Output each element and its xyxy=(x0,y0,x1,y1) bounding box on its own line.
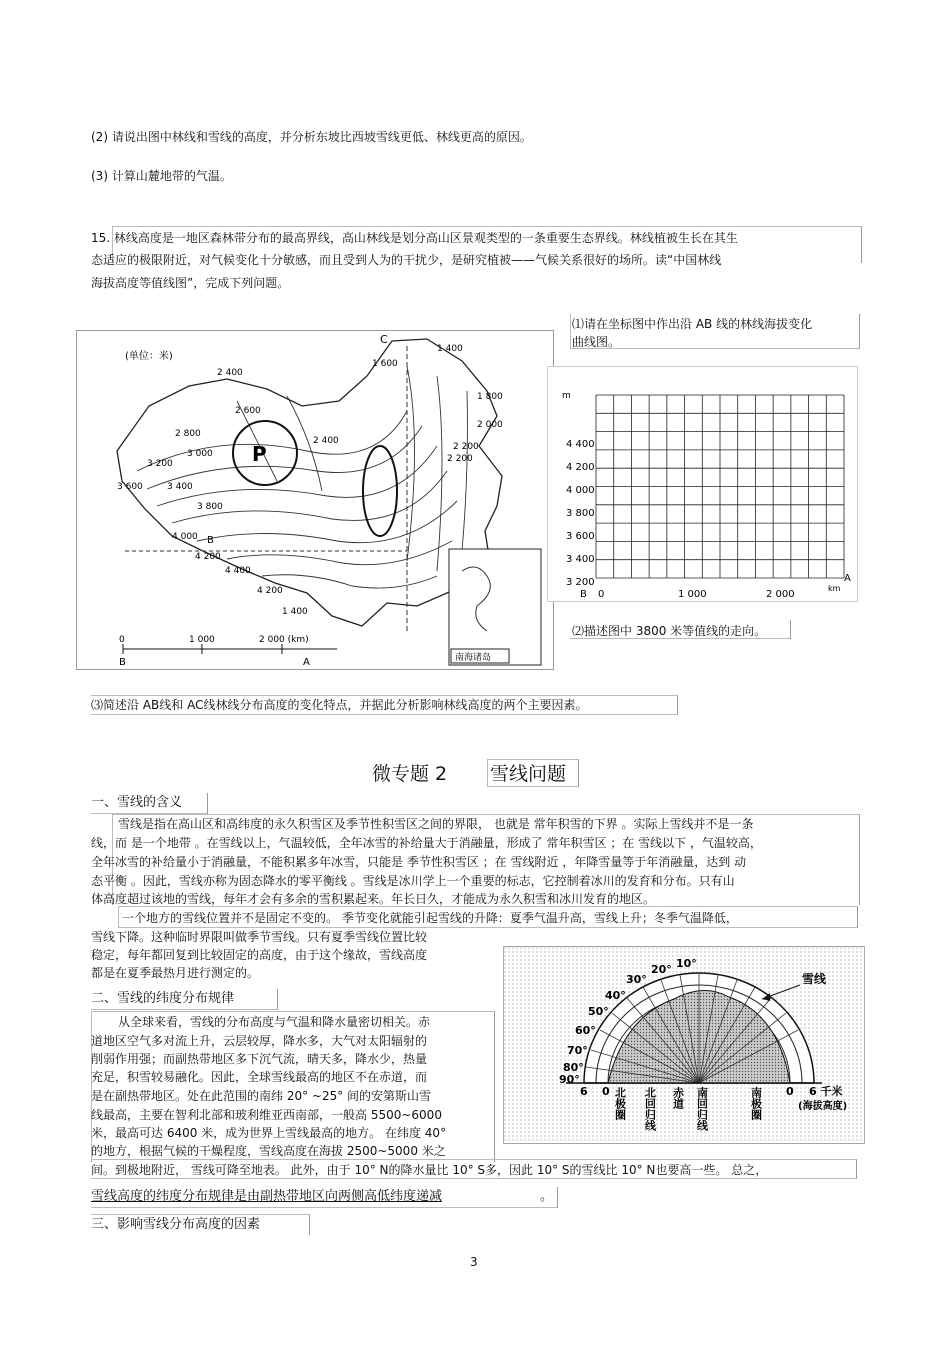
map-contour-label: 2 000 xyxy=(477,420,503,430)
map-label-c: C xyxy=(380,333,388,346)
subq-2: ⑵描述图中 3800 米等值线的走向。 xyxy=(572,624,767,638)
map-contour-label: 4 000 xyxy=(172,532,198,542)
map-contour-label: 2 200 xyxy=(453,442,479,452)
subq-1-line-1: ⑴请在坐标图中作出沿 AB 线的林线海拔变化 xyxy=(572,317,813,331)
map-contour-label: 4 400 xyxy=(225,566,251,576)
para3-line-8: 的地方，根据气候的干燥程度，雪线高度在海拔 2500~5000 米之 xyxy=(91,1144,446,1158)
lat-label: 40° xyxy=(605,989,626,1002)
lat-label: 90° xyxy=(559,1073,580,1086)
map-contour-label: 2 800 xyxy=(175,429,201,439)
para3-line-7: 米，最高可达 6400 米，成为世界上雪线最高的地方。 在纬度 40° xyxy=(91,1126,447,1140)
heading-3: 三、影响雪线分布高度的因素 xyxy=(91,1217,261,1232)
treeline-profile-grid xyxy=(547,366,858,602)
grid-b: B xyxy=(580,589,587,600)
lat-label: 60° xyxy=(575,1024,596,1037)
grid-y-tick: 4 400 xyxy=(566,439,595,450)
p15-line-3: 海拔高度等值线图”，完成下列问题。 xyxy=(91,276,290,290)
p15-line-2: 态适应的极限附近，对气候变化十分敏感，而且受到人为的干扰少，是研究植被——气候关系很好的场所。读“中国林线 xyxy=(91,253,722,267)
snowline-latitude-diagram xyxy=(503,946,865,1144)
para1-line-3: 全年冰雪的补给量小于消融量，不能积累多年冰雪，只能是 季节性积雪区 ；在 雪线附近 ，年降雪量等于年消融量，达到 动 xyxy=(91,855,747,869)
scale-2000: 2 000 (km) xyxy=(259,635,309,645)
conclusion: 雪线高度的纬度分布规律是由副热带地区向两侧高低纬度递减 xyxy=(91,1189,443,1204)
lat-label: 50° xyxy=(588,1005,609,1018)
zone-label: 赤道 xyxy=(671,1087,685,1109)
map-contour-label: 2 400 xyxy=(313,436,339,446)
map-contour-label: 3 600 xyxy=(117,482,143,492)
zone-label: 北极圈 xyxy=(613,1087,627,1120)
grid-a: A xyxy=(844,573,851,584)
para1-line-4: 态平衡 。因此，雪线亦称为固态降水的零平衡线 。雪线是冰川学上一个重要的标志，它控制着冰川的发育和分布。只有山 xyxy=(91,874,735,888)
para3-line-3: 削弱作用强；而副热带地区多下沉气流，晴天多，降水少，热量 xyxy=(91,1052,428,1066)
para3-line-6: 线最高，主要在智利北部和玻利维亚西南部，一般高 5500~6000 xyxy=(91,1108,442,1122)
map-contour-label: 2 400 xyxy=(217,368,243,378)
map-contour-label: 3 800 xyxy=(197,502,223,512)
title-right: 雪线问题 xyxy=(490,763,567,785)
map-contour-label: 1 800 xyxy=(477,392,503,402)
china-treeline-map xyxy=(76,330,554,670)
grid-y-tick: 4 200 xyxy=(566,462,595,473)
grid-x-tick: 2 000 xyxy=(766,589,795,600)
zone-label: 南极圈 xyxy=(749,1087,763,1120)
snow-x-label: 0 xyxy=(786,1085,794,1098)
map-label-p: P xyxy=(252,442,267,466)
map-contour-label: 2 600 xyxy=(235,406,261,416)
zone-label: 南回归线 xyxy=(695,1087,709,1131)
para3-line-5: 是在副热带地区。处在此范围的南纬 20° ~25° 间的安第斯山雪 xyxy=(91,1089,432,1103)
para3-line-2: 道地区空气多对流上升，云层较厚，降水多，大气对太阳辐射的 xyxy=(91,1034,428,1048)
map-contour-label: 4 200 xyxy=(257,586,283,596)
grid-y-tick: 3 600 xyxy=(566,531,595,542)
para2-line-4: 都是在夏季最热月进行测定的。 xyxy=(91,966,260,980)
heading-1: 一、雪线的含义 xyxy=(91,795,183,810)
map-contour-label: 1 400 xyxy=(282,607,308,617)
scale-b: B xyxy=(119,657,126,668)
lat-label: 30° xyxy=(626,973,647,986)
subq-3: ⑶简述沿 AB线和 AC线林线分布高度的变化特点，并据此分析影响林线高度的两个主要因素。 xyxy=(91,698,588,712)
grid-x-tick: 0 xyxy=(598,589,605,600)
para2-line-1: 一个地方的雪线位置并不是固定不变的。 季节变化就能引起雪线的升降：夏季气温升高，雪线上升；冬季气温降低， xyxy=(122,911,738,925)
map-contour-label: 1 600 xyxy=(372,359,398,369)
map-unit-label: (单位：米) xyxy=(125,351,173,362)
lat-label: 20° xyxy=(651,963,672,976)
map-contour-label: 3 400 xyxy=(167,482,193,492)
snow-x-label: 0 xyxy=(602,1085,610,1098)
map-contour-label: 1 400 xyxy=(437,344,463,354)
conclusion-end: 。 xyxy=(540,1189,554,1204)
para3-line-9: 间。到极地附近， 雪线可降至地表。 此外，由于 10° N的降水量比 10° S多，因此 10° S的雪线比 10° N也要高一些。 总之， xyxy=(91,1163,768,1177)
question-3: (3) 计算山麓地带的气温。 xyxy=(91,169,232,183)
grid-y-tick: 3 800 xyxy=(566,508,595,519)
para1-line-1: 雪线是指在高山区和高纬度的永久积雪区及季节性积雪区之间的界限， 也就是 常年积雪的下界 。实际上雪线并不是一条 xyxy=(118,817,754,831)
snowline-label: 雪线 xyxy=(802,972,827,986)
heading-2: 二、雪线的纬度分布规律 xyxy=(91,991,235,1006)
para3-line-1: 从全球来看，雪线的分布高度与气温和降水量密切相关。赤 xyxy=(118,1015,431,1029)
lat-label: 70° xyxy=(567,1044,588,1057)
lat-label: 10° xyxy=(676,957,697,970)
grid-y-tick: 3 200 xyxy=(566,577,595,588)
grid-y-tick: 4 000 xyxy=(566,485,595,496)
zone-label: 北回归线 xyxy=(643,1087,657,1131)
snow-x-label: 6 xyxy=(580,1085,588,1098)
snow-x-label: 6 千米 xyxy=(809,1085,843,1098)
lat-label: 80° xyxy=(563,1061,584,1074)
page-number: 3 xyxy=(470,1255,478,1269)
para2-line-2: 雪线下降。这种临时界限叫做季节雪线。只有夏季雪线位置比较 xyxy=(91,930,428,944)
scale-0: 0 xyxy=(119,635,125,645)
map-contour-label: 2 200 xyxy=(447,454,473,464)
map-contour-label: 3 200 xyxy=(147,459,173,469)
map-label-b: B xyxy=(207,535,214,546)
subq-1-line-2: 曲线图。 xyxy=(572,335,621,349)
title-left: 微专题 2 xyxy=(372,763,448,785)
grid-y-unit: m xyxy=(562,391,571,401)
para1-line-5: 体高度超过该地的雪线，每年才会有多余的雪积累起来。年长日久，才能成为永久积雪和冰川发育的地区。 xyxy=(91,892,656,906)
grid-y-tick: 3 400 xyxy=(566,554,595,565)
map-contour-label: 3 000 xyxy=(187,449,213,459)
scale-1000: 1 000 xyxy=(189,635,215,645)
grid-x-tick: 1 000 xyxy=(678,589,707,600)
question-2: (2) 请说出图中林线和雪线的高度，并分析东坡比西坡雪线更低、林线更高的原因。 xyxy=(91,130,532,144)
para2-line-3: 稳定，每年都回复到比较固定的高度，由于这个缘故，雪线高度 xyxy=(91,948,428,962)
para1-line-2: 线，而 是一个地带 。在雪线以上，气温较低，全年冰雪的补给量大于消融量，形成了 常年积雪区 ；在 雪线以下 ，气温较高， xyxy=(91,836,762,850)
scale-a: A xyxy=(303,657,310,668)
p15-line-1: 15. 林线高度是一地区森林带分布的最高界线，高山林线是划分高山区景观类型的一条重要生态界线。林线植被生长在其生 xyxy=(91,231,738,245)
grid-x-unit: km xyxy=(828,584,841,593)
inset-label: 南海诸岛 xyxy=(455,653,492,663)
snow-altitude: (海拔高度) xyxy=(798,1101,848,1112)
map-contour-label: 4 200 xyxy=(195,552,221,562)
para3-line-4: 充足，积雪较易融化。因此，全球雪线最高的地区不在赤道，而 xyxy=(91,1070,428,1084)
